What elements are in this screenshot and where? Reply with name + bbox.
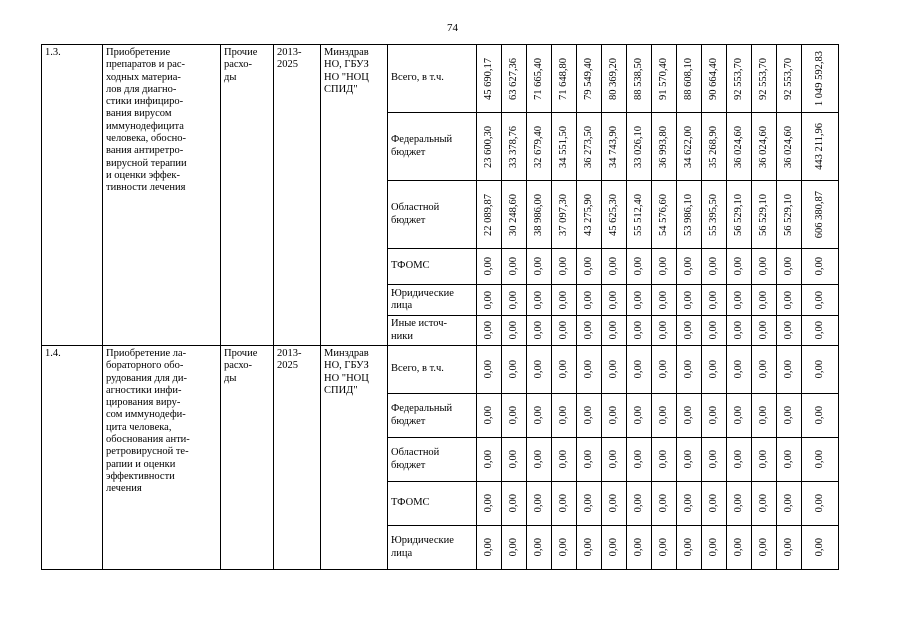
year-value: 0,00 xyxy=(633,538,644,557)
year-value: 71 648,80 xyxy=(558,57,569,100)
year-value: 0,00 xyxy=(633,360,644,379)
year-value: 0,00 xyxy=(683,538,694,557)
year-value: 0,00 xyxy=(508,290,519,310)
expense-type: Прочие расхо- ды xyxy=(224,348,258,384)
year-value: 0,00 xyxy=(783,494,794,513)
year-value: 0,00 xyxy=(733,360,744,379)
year-value: 0,00 xyxy=(533,257,544,276)
funding-source: Всего, в т.ч. xyxy=(391,363,444,375)
year-value: 0,00 xyxy=(683,494,694,513)
year-value: 91 570,40 xyxy=(658,57,669,100)
year-value: 0,00 xyxy=(658,450,669,469)
year-value: 38 986,00 xyxy=(533,193,544,236)
year-value: 0,00 xyxy=(633,290,644,310)
item-name: Приобретение ла- бораторного обо- рудования для ди- агностики инфи- цирования виру- сом иммунодефи- цита человека, обоснования анти- ретровирусной те- рапии и оценки эффективности лечения xyxy=(106,348,190,495)
year-value: 63 627,36 xyxy=(508,57,519,100)
year-value: 79 549,40 xyxy=(583,57,594,100)
total-value: 0,00 xyxy=(814,406,825,425)
year-value: 0,00 xyxy=(483,406,494,425)
year-value: 80 369,20 xyxy=(608,57,619,100)
year-value: 0,00 xyxy=(558,321,569,340)
year-value: 92 553,70 xyxy=(783,57,794,100)
year-value: 0,00 xyxy=(733,538,744,557)
funding-source: Юридические лица xyxy=(391,287,454,311)
funding-source: Иные источ- ники xyxy=(391,318,448,342)
year-value: 0,00 xyxy=(733,450,744,469)
executor: Минздрав НО, ГБУЗ НО "НОЦ СПИД" xyxy=(324,47,369,95)
year-value: 0,00 xyxy=(758,290,769,310)
year-value: 0,00 xyxy=(733,494,744,513)
year-value: 0,00 xyxy=(558,450,569,469)
year-value: 0,00 xyxy=(483,360,494,379)
year-value: 0,00 xyxy=(533,321,544,340)
funding-source: ТФОМС xyxy=(391,260,430,272)
year-value: 0,00 xyxy=(558,406,569,425)
year-value: 0,00 xyxy=(658,290,669,310)
year-value: 55 395,50 xyxy=(708,193,719,236)
year-value: 22 089,87 xyxy=(483,193,494,236)
year-value: 0,00 xyxy=(658,538,669,557)
year-value: 0,00 xyxy=(633,257,644,276)
year-value: 0,00 xyxy=(608,494,619,513)
year-value: 0,00 xyxy=(783,538,794,557)
funding-source: Всего, в т.ч. xyxy=(391,72,444,84)
year-value: 0,00 xyxy=(633,321,644,340)
year-value: 0,00 xyxy=(733,257,744,276)
year-value: 0,00 xyxy=(583,406,594,425)
year-value: 0,00 xyxy=(483,538,494,557)
year-value: 0,00 xyxy=(658,406,669,425)
year-value: 0,00 xyxy=(483,290,494,310)
year-value: 36 024,60 xyxy=(733,125,744,168)
item-name: Приобретение препаратов и рас- ходных материа- лов для диагно- стики инфициро- вания вирусом иммунодефицита человека, обосно- вания антиретро- вирусной терапии и оценки эффек- тивности лечения xyxy=(106,47,187,194)
year-value: 0,00 xyxy=(733,290,744,310)
year-value: 0,00 xyxy=(533,538,544,557)
year-value: 0,00 xyxy=(683,321,694,340)
period: 2013- 2025 xyxy=(277,348,302,372)
year-value: 0,00 xyxy=(708,290,719,310)
year-value: 0,00 xyxy=(608,538,619,557)
year-value: 0,00 xyxy=(658,494,669,513)
total-value: 0,00 xyxy=(814,321,825,340)
year-value: 0,00 xyxy=(708,406,719,425)
year-value: 53 986,10 xyxy=(683,193,694,236)
year-value: 36 273,50 xyxy=(583,125,594,168)
year-value: 0,00 xyxy=(483,321,494,340)
total-value: 0,00 xyxy=(814,494,825,513)
year-value: 0,00 xyxy=(508,406,519,425)
year-value: 37 097,30 xyxy=(558,193,569,236)
year-value: 0,00 xyxy=(708,257,719,276)
year-value: 0,00 xyxy=(483,450,494,469)
year-value: 71 665,40 xyxy=(533,57,544,100)
funding-table xyxy=(41,44,839,570)
total-value: 0,00 xyxy=(814,257,825,276)
year-value: 92 553,70 xyxy=(733,57,744,100)
period: 2013- 2025 xyxy=(277,47,302,71)
year-value: 0,00 xyxy=(608,321,619,340)
year-value: 36 024,60 xyxy=(758,125,769,168)
funding-source: Федеральный бюджет xyxy=(391,134,453,158)
year-value: 35 268,90 xyxy=(708,125,719,168)
funding-source: Областной бюджет xyxy=(391,447,440,471)
year-value: 0,00 xyxy=(758,406,769,425)
year-value: 0,00 xyxy=(583,257,594,276)
year-value: 0,00 xyxy=(783,450,794,469)
year-value: 0,00 xyxy=(783,257,794,276)
year-value: 0,00 xyxy=(683,290,694,310)
year-value: 0,00 xyxy=(583,360,594,379)
year-value: 0,00 xyxy=(558,494,569,513)
year-value: 0,00 xyxy=(758,360,769,379)
year-value: 32 679,40 xyxy=(533,125,544,168)
year-value: 0,00 xyxy=(508,538,519,557)
total-value: 606 380,87 xyxy=(814,190,825,239)
year-value: 34 622,00 xyxy=(683,125,694,168)
year-value: 0,00 xyxy=(508,450,519,469)
funding-source: Юридические лица xyxy=(391,535,454,559)
item-number: 1.4. xyxy=(45,348,61,359)
year-value: 0,00 xyxy=(608,360,619,379)
year-value: 0,00 xyxy=(708,360,719,379)
table-row xyxy=(42,45,839,113)
item-number: 1.3. xyxy=(45,47,61,58)
year-value: 0,00 xyxy=(733,321,744,340)
year-value: 0,00 xyxy=(558,257,569,276)
total-value: 0,00 xyxy=(814,360,825,379)
year-value: 0,00 xyxy=(708,494,719,513)
total-value: 0,00 xyxy=(814,450,825,469)
year-value: 0,00 xyxy=(508,257,519,276)
year-value: 92 553,70 xyxy=(758,57,769,100)
year-value: 0,00 xyxy=(583,494,594,513)
year-value: 0,00 xyxy=(633,406,644,425)
year-value: 0,00 xyxy=(483,257,494,276)
year-value: 0,00 xyxy=(608,290,619,310)
year-value: 0,00 xyxy=(683,450,694,469)
year-value: 54 576,60 xyxy=(658,193,669,236)
year-value: 0,00 xyxy=(558,360,569,379)
year-value: 0,00 xyxy=(658,257,669,276)
year-value: 88 608,10 xyxy=(683,57,694,100)
year-value: 0,00 xyxy=(558,538,569,557)
expense-type: Прочие расхо- ды xyxy=(224,47,258,83)
year-value: 0,00 xyxy=(508,494,519,513)
year-value: 0,00 xyxy=(683,360,694,379)
year-value: 0,00 xyxy=(658,321,669,340)
year-value: 0,00 xyxy=(483,494,494,513)
year-value: 0,00 xyxy=(683,406,694,425)
funding-source: Областной бюджет xyxy=(391,202,440,226)
year-value: 0,00 xyxy=(508,360,519,379)
year-value: 45 690,17 xyxy=(483,57,494,100)
year-value: 0,00 xyxy=(758,494,769,513)
year-value: 45 625,30 xyxy=(608,193,619,236)
year-value: 0,00 xyxy=(608,257,619,276)
year-value: 56 529,10 xyxy=(733,193,744,236)
year-value: 0,00 xyxy=(783,406,794,425)
year-value: 0,00 xyxy=(608,450,619,469)
year-value: 88 538,50 xyxy=(633,57,644,100)
year-value: 0,00 xyxy=(783,321,794,340)
year-value: 36 024,60 xyxy=(783,125,794,168)
year-value: 0,00 xyxy=(583,321,594,340)
year-value: 0,00 xyxy=(708,321,719,340)
year-value: 90 664,40 xyxy=(708,57,719,100)
year-value: 0,00 xyxy=(683,257,694,276)
year-value: 0,00 xyxy=(708,450,719,469)
total-value: 0,00 xyxy=(814,290,825,310)
year-value: 0,00 xyxy=(583,290,594,310)
year-value: 0,00 xyxy=(583,538,594,557)
total-value: 1 049 592,83 xyxy=(814,50,825,107)
year-value: 33 026,10 xyxy=(633,125,644,168)
year-value: 56 529,10 xyxy=(783,193,794,236)
year-value: 34 551,50 xyxy=(558,125,569,168)
year-value: 0,00 xyxy=(733,406,744,425)
funding-source: Федеральный бюджет xyxy=(391,403,453,427)
year-value: 0,00 xyxy=(708,538,719,557)
funding-source: ТФОМС xyxy=(391,497,430,509)
year-value: 0,00 xyxy=(533,450,544,469)
year-value: 0,00 xyxy=(633,494,644,513)
year-value: 34 743,90 xyxy=(608,125,619,168)
year-value: 0,00 xyxy=(533,290,544,310)
year-value: 0,00 xyxy=(608,406,619,425)
year-value: 56 529,10 xyxy=(758,193,769,236)
year-value: 43 275,90 xyxy=(583,193,594,236)
table-row xyxy=(42,346,839,394)
year-value: 0,00 xyxy=(783,360,794,379)
year-value: 0,00 xyxy=(633,450,644,469)
year-value: 0,00 xyxy=(558,290,569,310)
year-value: 0,00 xyxy=(783,290,794,310)
year-value: 30 248,60 xyxy=(508,193,519,236)
year-value: 0,00 xyxy=(508,321,519,340)
total-value: 0,00 xyxy=(814,538,825,557)
year-value: 36 993,80 xyxy=(658,125,669,168)
page-number: 74 xyxy=(447,22,458,34)
year-value: 0,00 xyxy=(583,450,594,469)
year-value: 33 378,76 xyxy=(508,125,519,168)
year-value: 0,00 xyxy=(658,360,669,379)
year-value: 0,00 xyxy=(533,494,544,513)
executor: Минздрав НО, ГБУЗ НО "НОЦ СПИД" xyxy=(324,348,369,396)
year-value: 23 600,30 xyxy=(483,125,494,168)
year-value: 0,00 xyxy=(758,321,769,340)
year-value: 0,00 xyxy=(533,406,544,425)
year-value: 0,00 xyxy=(758,538,769,557)
year-value: 0,00 xyxy=(533,360,544,379)
year-value: 55 512,40 xyxy=(633,193,644,236)
year-value: 0,00 xyxy=(758,257,769,276)
total-value: 443 211,96 xyxy=(814,123,825,170)
year-value: 0,00 xyxy=(758,450,769,469)
